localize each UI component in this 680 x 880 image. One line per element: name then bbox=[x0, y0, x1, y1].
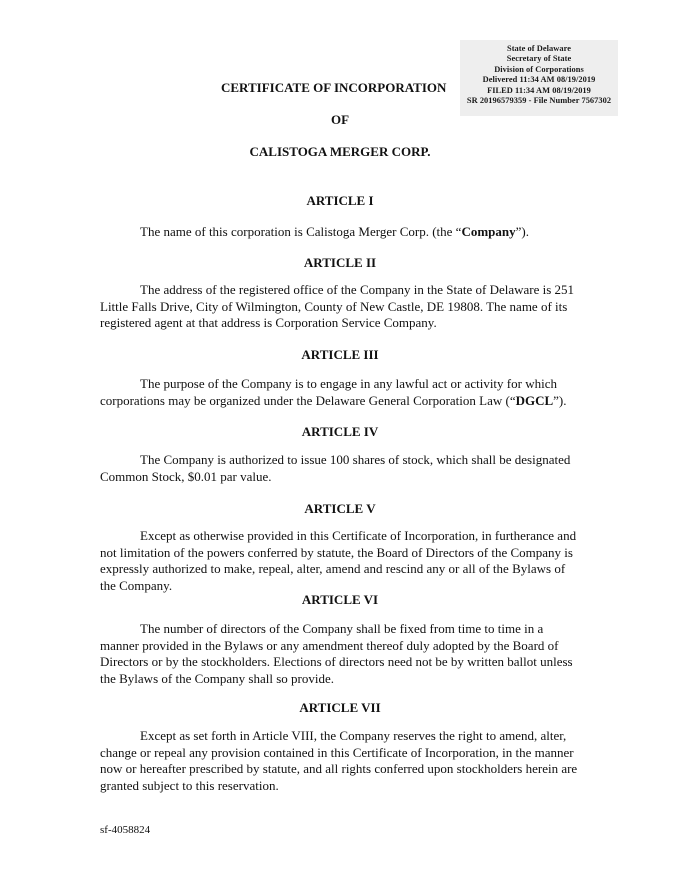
article-3-text-after: ”). bbox=[553, 392, 567, 408]
article-7-text bbox=[100, 728, 580, 794]
article-5-heading: ARTICLE V bbox=[304, 501, 376, 516]
stamp-line-secretary: Secretary of State bbox=[506, 54, 572, 64]
article-2-text bbox=[100, 282, 580, 332]
document-title-line1: CERTIFICATE OF INCORPORATION bbox=[221, 80, 447, 95]
article-3-text bbox=[100, 376, 580, 409]
article-6-body: The number of directors of the Company shall be fixed from time to time in a manner provided in the Bylaws or any amendment thereof duly adopted by the Board of Directors or by the stockholders. Elections of directors need not be by written ballot unless the Bylaws of the Company shall so provide. bbox=[100, 621, 573, 686]
article-1-heading: ARTICLE I bbox=[306, 193, 374, 208]
stamp-line-delivered: Delivered 11:34 AM 08/19/2019 bbox=[482, 75, 596, 85]
document-title-of: OF bbox=[330, 112, 350, 127]
stamp-line-state: State of Delaware bbox=[507, 44, 571, 53]
article-6-heading: ARTICLE VI bbox=[301, 592, 379, 607]
stamp-line-division: Division of Corporations bbox=[494, 64, 584, 74]
article-3-text-before: The purpose of the Company is to engage in any lawful act or activity for which corporations may be organized under the Delaware General Corporation Law (“ bbox=[100, 376, 557, 408]
company-name-title: CALISTOGA MERGER CORP. bbox=[249, 144, 431, 159]
article-4-text bbox=[100, 452, 580, 485]
filing-stamp bbox=[460, 40, 618, 116]
document-footer-id: sf-4058824 bbox=[100, 824, 151, 836]
article-2-heading: ARTICLE II bbox=[303, 255, 377, 270]
article-1-text-after: ”). bbox=[515, 224, 529, 239]
article-4-body: The Company is authorized to issue 100 shares of stock, which shall be designated Common Stock, $0.01 par value. bbox=[100, 452, 571, 484]
stamp-line-file-number: SR 20196579359 - File Number 7567302 bbox=[466, 96, 612, 106]
stamp-line-filed: FILED 11:34 AM 08/19/2019 bbox=[487, 85, 591, 95]
article-1-defined-term: Company bbox=[461, 224, 516, 239]
article-6-text bbox=[100, 621, 580, 687]
article-2-body: The address of the registered office of the Company in the State of Delaware is 251 Little Falls Drive, City of Wilmington, County of New Castle, DE 19808. The name of its registered agent at that address is Corporation Service Company. bbox=[100, 282, 575, 330]
article-5-body: Except as otherwise provided in this Certificate of Incorporation, in furtherance and not limitation of the powers conferred by statute, the Board of Directors of the Company is expressly authorized to make, repeal, alter, amend and rescind any or all of the Bylaws of the Company. bbox=[100, 528, 577, 593]
article-7-heading: ARTICLE VII bbox=[299, 700, 381, 715]
article-3-defined-term: DGCL bbox=[515, 392, 554, 408]
article-4-heading: ARTICLE IV bbox=[301, 424, 379, 439]
article-7-body: Except as set forth in Article VIII, the Company reserves the right to amend, alter, change or repeal any provision contained in this Certificate of Incorporation, in the manner now or hereafter prescribed by statute, and all rights conferred upon stockholders herein are granted subject to this reservation. bbox=[100, 728, 578, 793]
article-3-heading: ARTICLE III bbox=[301, 347, 379, 362]
article-1-text bbox=[100, 224, 580, 241]
article-1-text-before: The name of this corporation is Calistoga Merger Corp. (the “ bbox=[140, 224, 462, 239]
article-5-text bbox=[100, 528, 580, 594]
